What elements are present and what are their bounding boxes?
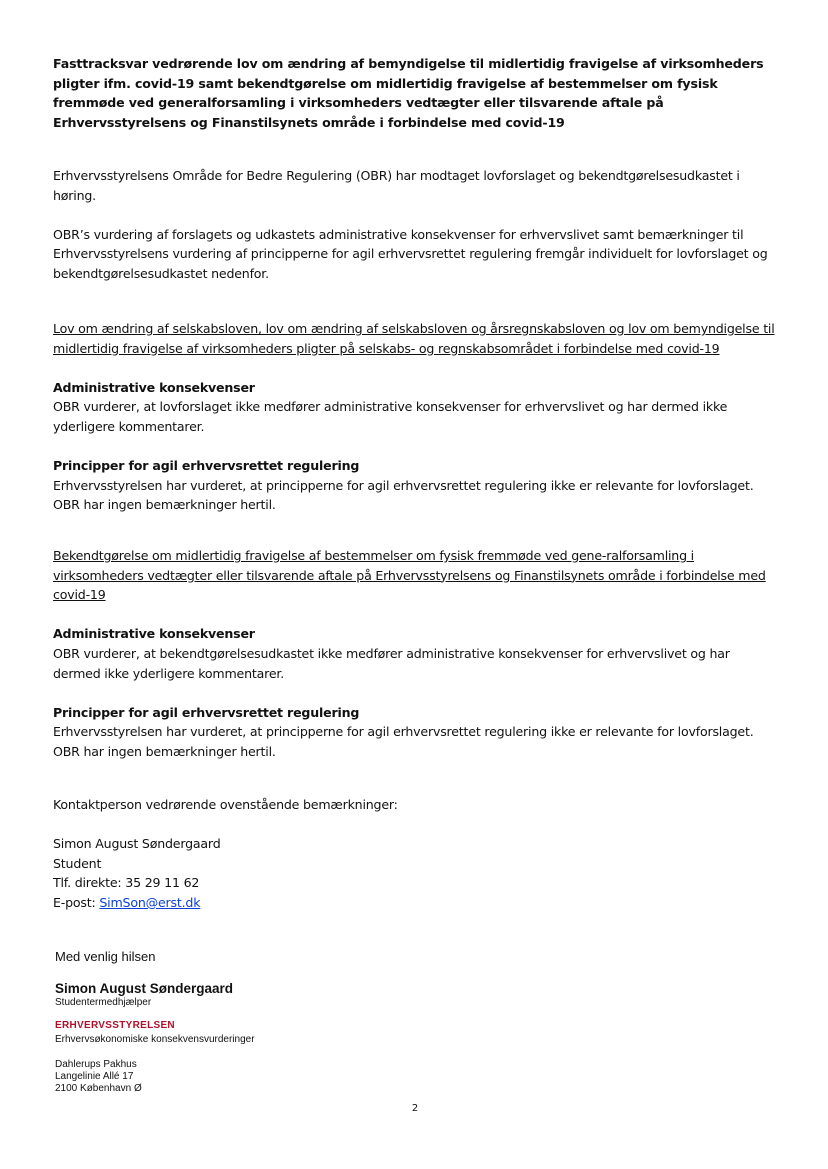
signature-regards: Med venlig hilsen — [55, 949, 156, 964]
section-2-agil-text: Erhvervsstyrelsen har vurderet, at principperne for agil erhvervsrettet regulering ikke er relevante for lovforslaget. OBR har ingen bemærkninger hertil. — [53, 724, 754, 759]
contact-email-label: E-post: — [53, 894, 100, 910]
section-2-admin-text: OBR vurderer, at bekendtgørelsesudkastet ikke medfører administrative konsekvenser for erhvervslivet og har dermed ikke yderligere kommentarer. — [53, 645, 730, 681]
signature-address — [55, 1059, 142, 1095]
signature-organization: ERHVERVSSTYRELSEN — [55, 1020, 175, 1031]
section-2-admin-heading: Administrative konsekvenser — [53, 626, 255, 642]
signature-role: Studentermedhjælper — [55, 997, 152, 1008]
section-2-heading: Bekendtgørelse om midlertidig fravigelse af bestemmelser om fysisk fremmøde ved gene-ralforsamling i virksomheders vedtægter eller tilsvarende aftale på Erhvervsstyrelsens og Finanstilsynets område i forbindelse med covid-19 — [53, 548, 766, 603]
contact-title: Student — [53, 855, 102, 871]
section-1-heading: Lov om ændring af selskabsloven, lov om ændring af selskabsloven og årsregnskabsloven og lov om bemyndigelse til midlertidig fravigelse af virksomheders pligter på selskabs- og regnskabsområdet i forbindelse med covid-19 — [53, 321, 775, 356]
intro-paragraph-2: OBR’s vurdering af forslagets og udkastets administrative konsekvenser for erhvervslivet samt bemærkninger til Erhvervsstyrelsens vurdering af principperne for agil erhvervsrettet regulering fremgår individuelt for lovforslaget og bekendtgørelsesudkastet nedenfor. — [53, 226, 768, 281]
intro-section — [53, 166, 781, 284]
section-lovforslag — [53, 319, 781, 515]
section-1-admin-heading: Administrative konsekvenser — [53, 379, 255, 395]
contact-email-link[interactable]: SimSon@erst.dk — [99, 894, 201, 910]
contact-block — [53, 795, 781, 913]
signature-name: Simon August Søndergaard — [55, 981, 234, 996]
section-bekendtgoerelse — [53, 546, 781, 762]
section-2-agil-heading: Principper for agil erhvervsrettet regulering — [53, 704, 360, 720]
contact-email-line — [53, 893, 781, 913]
intro-paragraph-1: Erhvervsstyrelsens Område for Bedre Regulering (OBR) har modtaget lovforslaget og bekendtgørelsesudkastet i høring. — [53, 168, 740, 203]
section-1-agil-text: Erhvervsstyrelsen har vurderet, at principperne for agil erhvervsrettet regulering ikke er relevante for lovforslaget. OBR har ingen bemærkninger hertil. — [53, 477, 754, 513]
page-number: 2 — [411, 1103, 419, 1114]
document-title: Fasttracksvar vedrørende lov om ændring af bemyndigelse til midlertidig fravigelse af virksomheders pligter ifm. covid-19 samt bekendtgørelse om midlertidig fravigelse af bestemmelser om fysisk fremmøde ved generalforsamling i virksomheders vedtægter eller tilsvarende aftale på Erhvervsstyrelsens og Finanstilsynets område i forbindelse med covid-19 — [53, 56, 764, 130]
section-1-admin-text: OBR vurderer, at lovforslaget ikke medfører administrative konsekvenser for erhvervslivet og har dermed ikke yderligere kommentarer. — [53, 399, 728, 434]
address-line: Dahlerups Pakhus — [55, 1059, 137, 1070]
contact-phone: Tlf. direkte: 35 29 11 62 — [53, 875, 200, 891]
address-line: Langelinie Allé 17 — [55, 1071, 134, 1082]
contact-intro: Kontaktperson vedrørende ovenstående bemærkninger: — [53, 797, 398, 812]
contact-name: Simon August Søndergaard — [53, 836, 221, 852]
section-1-agil-heading: Principper for agil erhvervsrettet regulering — [53, 458, 360, 474]
signature-unit: Erhvervsøkonomiske konsekvensvurderinger — [55, 1034, 255, 1045]
address-line: 2100 København Ø — [55, 1083, 142, 1094]
